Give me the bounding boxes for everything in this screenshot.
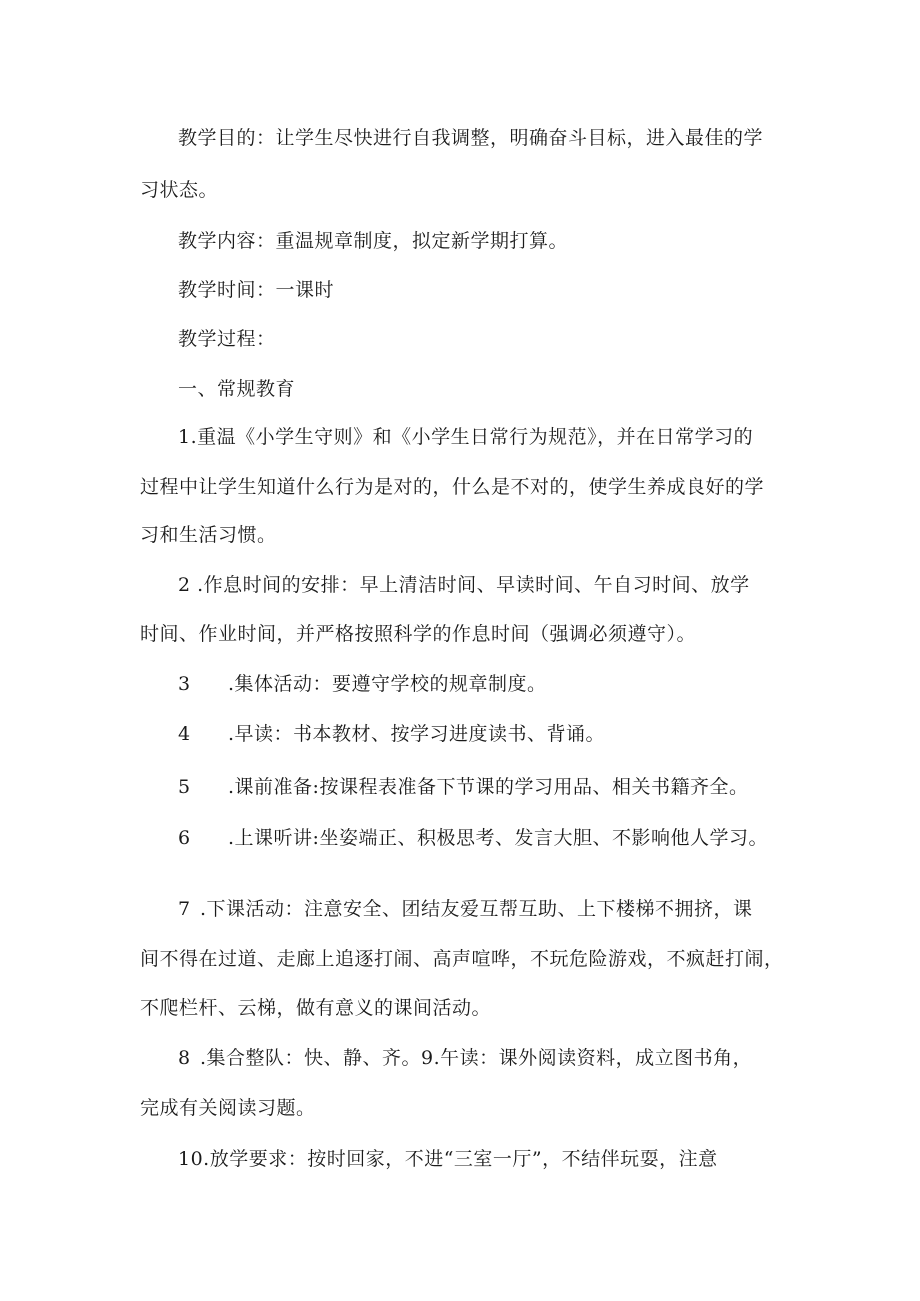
item-7-number: 7 <box>178 898 191 920</box>
item-4-number: 4 <box>178 723 191 745</box>
item-2-number: 2 <box>178 574 191 596</box>
teaching-content: 教学内容：重温规章制度，拟定新学期打算。 <box>178 230 569 252</box>
objective-line-1: 教学目的：让学生尽快进行自我调整，明确奋斗目标，进入最佳的学 <box>178 127 764 149</box>
item-4-text: .早读：书本教材、按学习进度读书、背诵。 <box>228 723 606 745</box>
section-heading-routine: 一、常规教育 <box>178 378 296 400</box>
item-2-line-1 <box>178 572 750 598</box>
teaching-process-heading: 教学过程： <box>178 328 276 350</box>
item-8-line-2: 完成有关阅读习题。 <box>140 1097 316 1119</box>
item-2-text-1: .作息时间的安排：早上清洁时间、早读时间、午自习时间、放学 <box>197 574 750 596</box>
item-4 <box>178 721 605 747</box>
teaching-time: 教学时间：一课时 <box>178 279 335 301</box>
item-7-line-3: 不爬栏杆、云梯，做有意义的课间活动。 <box>140 997 492 1019</box>
item-1-line-2: 过程中让学生知道什么行为是对的，什么是不对的，使学生养成良好的学 <box>140 476 765 498</box>
item-3 <box>178 671 547 697</box>
item-7-line-1 <box>178 896 753 922</box>
item-1-line-1: 1.重温《小学生守则》和《小学生日常行为规范》，并在日常学习的 <box>178 426 754 448</box>
item-2-line-2: 时间、作业时间，并严格按照科学的作息时间（强调必须遵守）。 <box>140 623 697 645</box>
item-5 <box>178 774 748 800</box>
objective-line-2: 习状态。 <box>140 179 219 201</box>
item-6-text: .上课听讲:坐姿端正、积极思考、发言大胆、不影响他人学习。 <box>228 827 768 849</box>
item-5-text: .课前准备:按课程表准备下节课的学习用品、相关书籍齐全。 <box>228 776 749 798</box>
item-8-number: 8 <box>178 1047 191 1069</box>
item-6-number: 6 <box>178 827 191 849</box>
item-8-line-1 <box>178 1045 752 1071</box>
item-7-text-1: .下课活动：注意安全、团结友爱互帮互助、上下楼梯不拥挤，课 <box>200 898 753 920</box>
item-6 <box>178 825 768 851</box>
item-3-number: 3 <box>178 673 191 695</box>
item-7-line-2: 间不得在过道、走廊上追逐打闹、高声喧哗，不玩危险游戏，不疯赶打闹， <box>140 948 784 970</box>
item-10-line-1: 10.放学要求：按时回家，不进“三室一厅”，不结伴玩耍，注意 <box>178 1148 718 1170</box>
item-5-number: 5 <box>178 776 191 798</box>
item-8-text-1: .集合整队：快、静、齐。9.午读：课外阅读资料，成立图书角， <box>200 1047 753 1069</box>
item-1-line-3: 习和生活习惯。 <box>140 524 277 546</box>
item-3-text: .集体活动：要遵守学校的规章制度。 <box>228 673 547 695</box>
